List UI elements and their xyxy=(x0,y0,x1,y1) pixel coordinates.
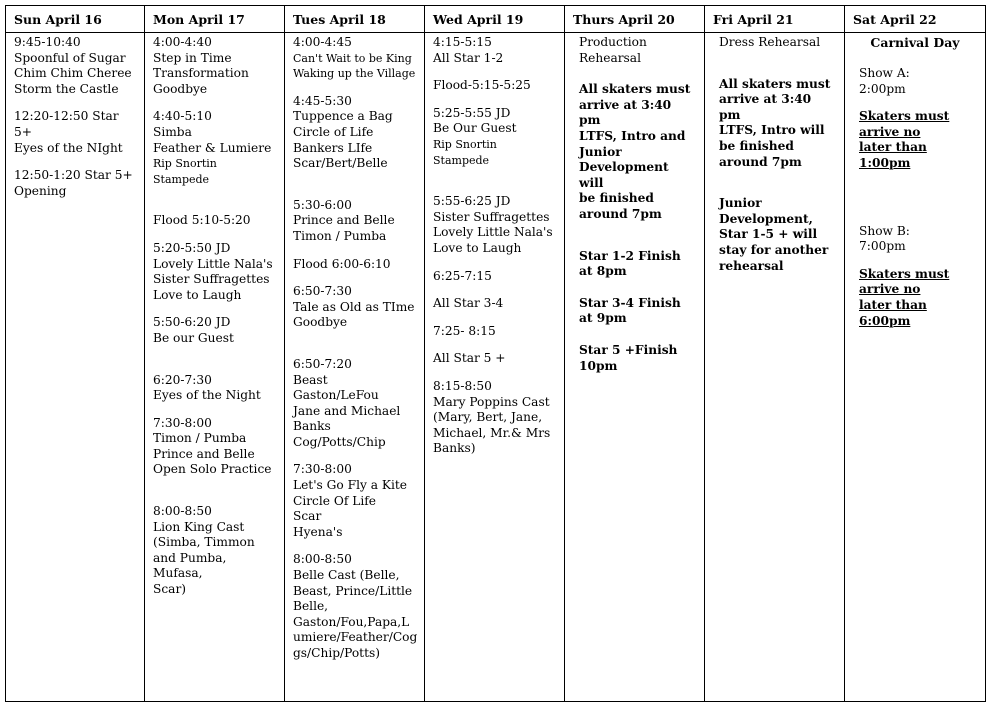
event-line: Star 5 +Finish xyxy=(579,342,678,357)
event-line: Production xyxy=(579,35,647,49)
event-line: All skaters must xyxy=(579,82,691,97)
event-line: 7:30-8:00 xyxy=(153,415,212,430)
header-sat: Sat April 22 xyxy=(845,6,986,33)
event-block xyxy=(713,35,836,51)
event-line: 6:20-7:30 xyxy=(153,372,212,387)
event-block xyxy=(293,94,416,172)
event-line: around 7pm xyxy=(719,154,802,169)
event-line: Prince and Belle xyxy=(153,446,255,461)
event-line: Feather & Lumiere xyxy=(153,140,272,155)
day-cell-wed xyxy=(425,33,565,702)
event-block xyxy=(293,257,416,273)
event-line: arrive at 3:40 pm xyxy=(579,97,672,128)
event-block xyxy=(153,241,276,303)
event-line: 8:00-8:50 xyxy=(153,504,212,519)
event-block xyxy=(293,35,416,82)
show-b xyxy=(853,224,977,255)
event-line: arrive at 3:40 pm xyxy=(719,92,812,122)
note-line: arrive no xyxy=(859,282,921,297)
header-sun: Sun April 16 xyxy=(6,6,145,33)
event-line: 8:15-8:50 xyxy=(433,378,492,393)
event-line: 5:50-6:20 JD xyxy=(153,315,231,330)
show-label: Show A: xyxy=(859,66,910,80)
event-block xyxy=(433,351,556,367)
event-line: 4:15-5:15 xyxy=(433,35,492,49)
event-line: Love to Laugh xyxy=(153,287,242,302)
event-block xyxy=(433,269,556,285)
event-line: 5:30-6:00 xyxy=(293,197,352,212)
note-line: later than xyxy=(859,140,927,155)
event-line: Lovely Little Nala's xyxy=(153,256,273,271)
event-line: Banks xyxy=(293,419,331,434)
event-line: Gaston/Fou,Papa,L xyxy=(293,614,410,629)
show-time: 2:00pm xyxy=(859,81,906,96)
event-line: Opening xyxy=(14,183,67,198)
event-block xyxy=(433,324,556,340)
event-block xyxy=(573,343,696,374)
event-block xyxy=(153,504,276,598)
event-block xyxy=(14,35,136,97)
event-line: (Simba, Timmon xyxy=(153,535,255,550)
event-line: Can't Wait to be King xyxy=(293,51,412,65)
event-block xyxy=(573,296,696,327)
event-line: Waking up the Village xyxy=(293,67,416,81)
event-line: LTFS, Intro will xyxy=(719,123,825,138)
day-cell-sun xyxy=(6,33,145,702)
show-time: 7:00pm xyxy=(859,239,906,254)
event-line: 5:20-5:50 JD xyxy=(153,240,231,255)
event-line: 7:25- 8:15 xyxy=(433,323,496,338)
event-block xyxy=(433,194,556,256)
event-line: Storm the Castle xyxy=(14,81,119,96)
event-line: be finished xyxy=(719,138,794,153)
event-line: 6:50-7:30 xyxy=(293,284,352,299)
event-line: Rip Snortin Stampede xyxy=(153,157,217,186)
event-line: All Star 3-4 xyxy=(433,296,504,311)
event-block xyxy=(713,77,836,171)
event-line: Love to Laugh xyxy=(433,240,522,255)
event-line: Circle of Life xyxy=(293,124,374,139)
event-block xyxy=(153,213,276,229)
schedule-table xyxy=(5,5,986,702)
event-block xyxy=(293,284,416,331)
event-line: Flood-5:15-5:25 xyxy=(433,78,531,93)
event-line: 9:45-10:40 xyxy=(14,35,81,49)
event-line: Timon / Pumba xyxy=(293,228,387,243)
carnival-title: Carnival Day xyxy=(870,35,960,50)
event-block xyxy=(293,357,416,451)
event-line: Step in Time xyxy=(153,50,232,65)
event-line: at 9pm xyxy=(579,311,627,326)
day-cell-thu xyxy=(565,33,705,702)
show-label: Show B: xyxy=(859,223,910,238)
event-line: around 7pm xyxy=(579,206,662,221)
header-wed: Wed April 19 xyxy=(425,6,565,33)
event-line: 8:00-8:50 xyxy=(293,552,352,567)
day-cell-tue xyxy=(285,33,425,702)
note-line: 6:00pm xyxy=(859,313,911,328)
event-line: Junior xyxy=(579,144,622,159)
event-line: Star 1-5 + will xyxy=(719,227,818,242)
event-line: Cog/Potts/Chip xyxy=(293,434,386,449)
event-line: Junior xyxy=(719,196,762,211)
event-line: Goodbye xyxy=(153,81,208,96)
event-line: 10pm xyxy=(579,358,618,373)
event-line: All Star 1-2 xyxy=(433,50,504,65)
event-line: 12:20-12:50 Star 5+ xyxy=(14,109,119,139)
event-block xyxy=(433,379,556,457)
event-line: Flood 5:10-5:20 xyxy=(153,213,251,228)
event-line: 5:55-6:25 JD xyxy=(433,194,511,209)
event-line: Scar) xyxy=(153,582,187,597)
event-line: (Mary, Bert, Jane, xyxy=(433,410,543,425)
event-block xyxy=(433,296,556,312)
event-line: rehearsal xyxy=(719,258,784,273)
event-line: stay for another xyxy=(719,242,829,257)
arrival-note-b xyxy=(853,267,977,329)
event-line: Prince and Belle xyxy=(293,213,395,228)
note-line: Skaters must xyxy=(859,109,950,124)
note-line: 1:00pm xyxy=(859,155,911,170)
event-line: 4:00-4:40 xyxy=(153,35,212,49)
event-block xyxy=(293,552,416,661)
event-line: Jane and Michael xyxy=(293,403,401,418)
event-block xyxy=(14,109,136,156)
event-line: Circle Of Life xyxy=(293,493,376,508)
event-line: Belle, xyxy=(293,599,329,614)
event-line: Transformation xyxy=(153,66,249,81)
event-line: Dress Rehearsal xyxy=(719,35,821,49)
event-line: Sister Suffragettes xyxy=(433,209,550,224)
event-line: Be our Guest xyxy=(153,330,234,345)
arrival-note-a xyxy=(853,109,977,171)
event-line: Open Solo Practice xyxy=(153,462,272,477)
event-block xyxy=(14,168,136,199)
event-line: at 8pm xyxy=(579,264,627,279)
event-line: 4:00-4:45 xyxy=(293,35,352,49)
event-line: Tuppence a Bag xyxy=(293,109,393,124)
event-line: Bankers LIfe xyxy=(293,140,373,155)
header-mon: Mon April 17 xyxy=(145,6,285,33)
event-line: 6:50-7:20 xyxy=(293,356,352,371)
event-line: Rehearsal xyxy=(579,50,641,65)
event-line: Chim Chim Cheree xyxy=(14,66,132,81)
note-line: later than xyxy=(859,297,927,312)
event-line: Rip Snortin Stampede xyxy=(433,137,497,167)
event-line: Star 3-4 Finish xyxy=(579,295,681,310)
event-line: 4:40-5:10 xyxy=(153,109,212,124)
event-line: Spoonful of Sugar xyxy=(14,50,126,65)
event-line: Mary Poppins Cast xyxy=(433,394,550,409)
event-block xyxy=(433,106,556,168)
event-line: 4:45-5:30 xyxy=(293,93,352,108)
header-thu: Thurs April 20 xyxy=(565,6,705,33)
header-fri: Fri April 21 xyxy=(705,6,845,33)
note-line: arrive no xyxy=(859,124,921,139)
event-line: 6:25-7:15 xyxy=(433,268,492,283)
event-line: Scar xyxy=(293,509,322,524)
event-block xyxy=(153,416,276,478)
event-block xyxy=(153,373,276,404)
event-block xyxy=(573,35,696,66)
header-tue: Tues April 18 xyxy=(285,6,425,33)
event-line: Goodbye xyxy=(293,315,348,330)
event-line: Gaston/LeFou xyxy=(293,388,379,403)
event-block xyxy=(153,109,276,187)
header-row xyxy=(6,6,986,33)
event-block xyxy=(153,315,276,346)
event-block xyxy=(433,78,556,94)
event-line: 7:30-8:00 xyxy=(293,462,352,477)
day-cell-mon xyxy=(145,33,285,702)
event-block xyxy=(293,198,416,245)
event-line: Star 1-2 Finish xyxy=(579,248,681,263)
event-line: Be Our Guest xyxy=(433,121,517,136)
event-line: umiere/Feather/Cog xyxy=(293,630,418,645)
event-line: Simba xyxy=(153,124,192,139)
event-block xyxy=(573,82,696,222)
day-cell-sat xyxy=(845,33,986,702)
event-line: Belle Cast (Belle, xyxy=(293,568,400,583)
event-line: Eyes of the Night xyxy=(153,388,261,403)
event-line: be finished xyxy=(579,191,654,206)
event-line: Banks) xyxy=(433,441,476,456)
show-a xyxy=(853,66,977,97)
event-line: All Star 5 + xyxy=(433,351,506,366)
event-line: Scar/Bert/Belle xyxy=(293,156,388,171)
event-line: Michael, Mr.& Mrs xyxy=(433,425,551,440)
event-block xyxy=(573,249,696,280)
event-line: Lion King Cast xyxy=(153,519,245,534)
event-line: Development will xyxy=(579,160,669,190)
note-line: Skaters must xyxy=(859,266,950,281)
event-line: Timon / Pumba xyxy=(153,431,247,446)
event-line: 5:25-5:55 JD xyxy=(433,105,511,120)
event-line: All skaters must xyxy=(719,76,831,91)
event-line: and Pumba, Mufasa, xyxy=(153,550,227,581)
event-line: Let's Go Fly a Kite xyxy=(293,478,407,493)
event-block xyxy=(153,35,276,97)
event-line: Beast, Prince/Little xyxy=(293,583,413,598)
event-line: LTFS, Intro and xyxy=(579,128,686,143)
event-line: Beast xyxy=(293,372,328,387)
event-block xyxy=(433,35,556,66)
event-line: gs/Chip/Potts) xyxy=(293,646,380,660)
event-line: Lovely Little Nala's xyxy=(433,225,553,240)
event-line: Flood 6:00-6:10 xyxy=(293,256,391,271)
event-line: Hyena's xyxy=(293,524,343,539)
event-block xyxy=(293,462,416,540)
event-line: Eyes of the NIght xyxy=(14,140,123,155)
event-line: Development, xyxy=(719,211,813,226)
event-line: Sister Suffragettes xyxy=(153,272,270,287)
event-block xyxy=(713,196,836,274)
day-cell-fri xyxy=(705,33,845,702)
event-line: Tale as Old as TIme xyxy=(293,299,415,314)
event-line: 12:50-1:20 Star 5+ xyxy=(14,168,133,183)
